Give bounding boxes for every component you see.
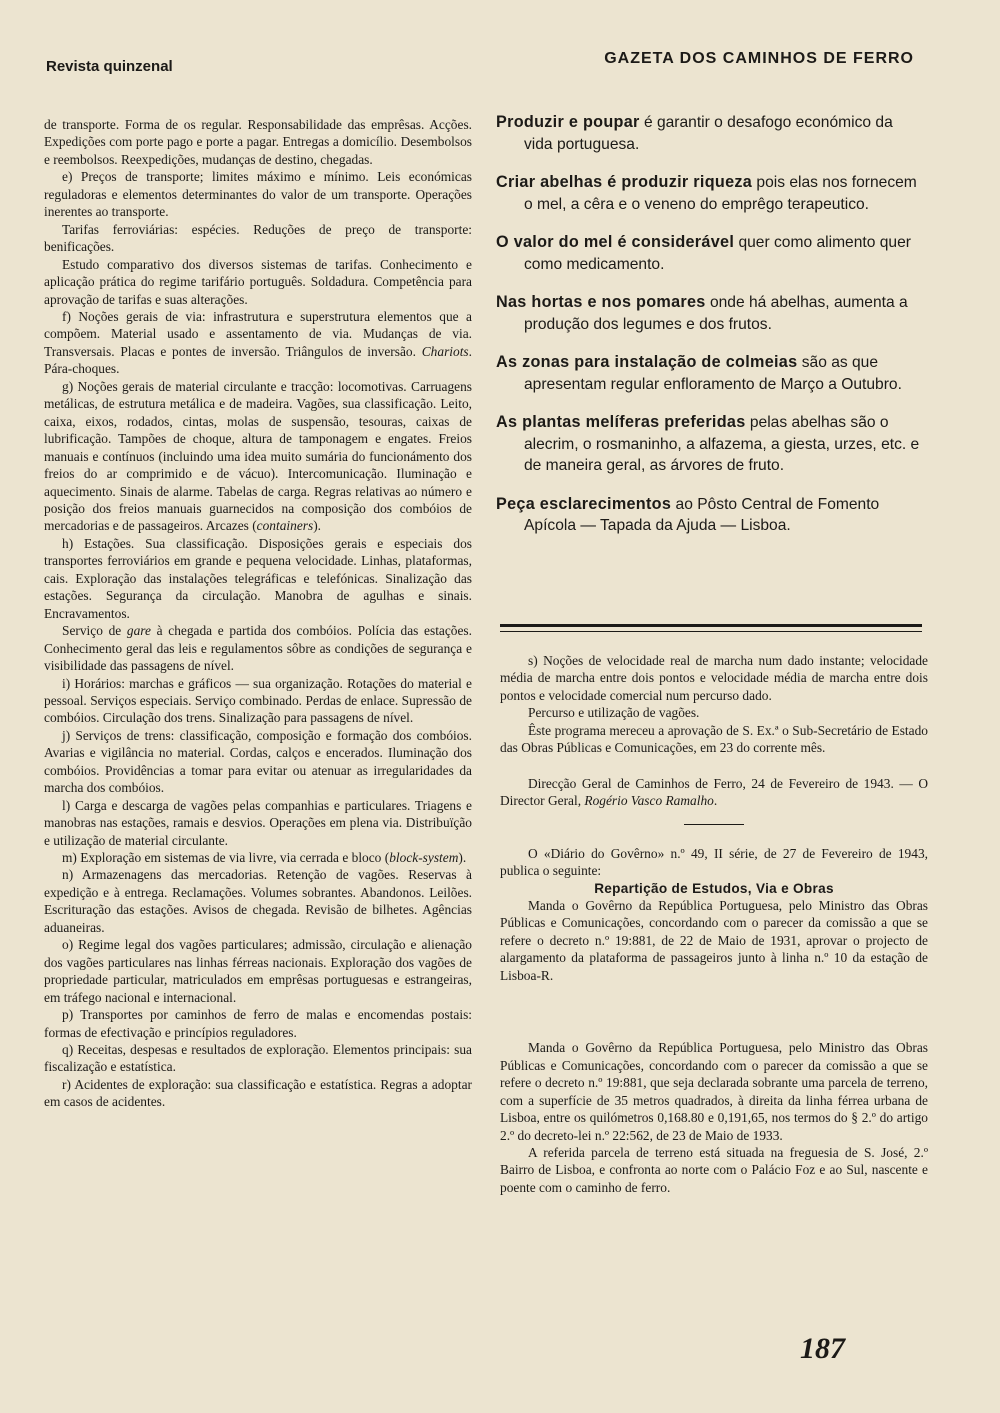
- paragraph: g) Noções gerais de material circulante e tracção: locomotivas. Carruagens metálicas, de estrutura metálica e de madeira. Vagões, sua classificação. Leito, caixa, eixos, rodados, cintas, molas de suspensão, tesouras, caixas de lubrificação. Tampões de choque, altura de tamponagem e engates. Freios manuais e contínuos (incluindo uma idea muito sumária do funcionámento dos freios do ar comprimido e de vácuo). Intercomunicação. Iluminação e aquecimento. Sinais de alarme. Tabelas de carga. Regras relativas ao número e posição dos freios manuais guarnecidos na composição dos combóios de mercadorias e de passageiros. Arcazes (containers).: [44, 378, 472, 534]
- paragraph: f) Noções gerais de via: infrastrutura e superstrutura elementos que a compõem. Material usado e assentamento de via. Mudanças de via. Transversais. Placas e pontes de inversão. Triângulos de inversão. Chariots. Pára-choques.: [44, 308, 472, 377]
- paragraph: m) Exploração em sistemas de via livre, via cerrada e bloco (block-system).: [62, 850, 467, 866]
- section-heading: Repartição de Estudos, Via e Obras: [594, 880, 834, 896]
- advert-line: Criar abelhas é produzir riqueza pois elas nos fornecem o mel, a cêra e o veneno do emprêgo terapeutico.: [496, 173, 917, 213]
- right-column: [500, 652, 928, 1196]
- paragraph: i) Horários: marchas e gráficos — sua organização. Rotações do material e pessoal. Serviços especiais. Serviço combinado. Perdas de enlace. Supressão de combóios. Circulação dos trens. Sinalização para passagens de nível.: [44, 675, 472, 726]
- advert-line: Nas hortas e nos pomares onde há abelhas, aumenta a produção dos legumes e dos frutos.: [496, 293, 908, 333]
- paragraph: p) Transportes por caminhos de ferro de malas e encomendas postais: formas de efectivação e princípios reguladores.: [44, 1007, 472, 1040]
- header-left: Revista quinzenal: [46, 58, 173, 75]
- paragraph: e) Preços de transporte; limites máximo e mínimo. Leis económicas reguladoras e elementos determinantes do valor de um transporte. Operações inerentes ao transporte.: [44, 169, 472, 220]
- paragraph: q) Receitas, despesas e resultados de exploração. Elementos principais: sua fiscalização e estatística.: [44, 1042, 472, 1075]
- paragraph: j) Serviços de trens: classificação, composição e formação dos combóios. Avarias e vigilância no material. Cordas, calços e encerados. Iluminação dos combóios. Providências a tomar para evitar ou atenuar as irregularidades da marcha dos combóios.: [44, 727, 472, 796]
- paragraph: Tarifas ferroviárias: espécies. Reduções de preço de transporte: benificações.: [44, 221, 472, 255]
- divider-dash: [684, 824, 744, 825]
- paragraph: O «Diário do Govêrno» n.º 49, II série, de 27 de Fevereiro de 1943, publica o seguinte:: [500, 845, 928, 879]
- paragraph: s) Noções de velocidade real de marcha num dado instante; velocidade média de marcha entre dois pontos e velocidade média de marcha entre dois pontos e velocidade comercial num percurso dado.: [500, 653, 928, 703]
- header-title: GAZETA DOS CAMINHOS DE FERRO: [604, 50, 914, 67]
- paragraph: l) Carga e descarga de vagões pelas companhias e particulares. Triagens e manobras nas estações, ramais e desvios. Operações em plena via. Distribuïção e utilização de material circulante.: [44, 797, 472, 848]
- paragraph: A referida parcela de terreno está situada na freguesia de S. José, 2.º Bairro de Lisboa, e confronta ao norte com o Palácio Foz e ao Sul, nascente e poente com o caminho de ferro.: [500, 1144, 928, 1195]
- paragraph: Êste programa mereceu a aprovação de S. Ex.ª o Sub-Secretário de Estado das Obras Públicas e Comunicações, em 23 do corrente mês.: [500, 722, 928, 756]
- paragraph: h) Estações. Sua classificação. Disposições gerais e especiais dos transportes ferroviários em grande e pequena velocidade. Linhas, plataformas, cais. Exploração das instalações telegráficas e telefónicas. Sinalização das estações. Segurança da circulação. Manobra de agulhas e sinais. Encravamentos.: [44, 535, 472, 621]
- advert-box: [496, 112, 920, 537]
- paragraph: Serviço de gare à chegada e partida dos combóios. Polícia das estações. Conhecimento geral das leis e regulamentos sôbre as condições de segurança e visibilidade das passagens de nível.: [44, 623, 472, 674]
- paragraph: Manda o Govêrno da República Portuguesa, pelo Ministro das Obras Públicas e Comunicações, concordando com o parecer da comissão a que se refere o decreto n.º 19:881, que seja declarada sobrante uma parcela de terreno, com a superfície de 35 metros quadrados, à direita da linha férrea urbana de Lisboa, entre os quilómetros 0,168.80 e 0,191,65, nos termos do § 2.º do artigo 2.º do decreto-lei n.º 22:562, de 23 de Maio de 1933.: [500, 1040, 928, 1143]
- advert-line: As zonas para instalação de colmeias são as que apresentam regular enfloramento de Março a Outubro.: [496, 353, 902, 393]
- paragraph: o) Regime legal dos vagões particulares; admissão, circulação e alienação dos vagões particulares nas linhas férreas nacionais. Exploração dos vagões de propriedade particular, matriculados em emprêsas portuguesas e estrangeiras, em tráfego nacional e internacional.: [44, 937, 472, 1005]
- advert-line: O valor do mel é considerável quer como alimento quer como medicamento.: [496, 233, 911, 273]
- paragraph: r) Acidentes de exploração: sua classificação e estatística. Regras a adoptar em casos de acidentes.: [44, 1076, 472, 1110]
- paragraph: de transporte. Forma de os regular. Responsabilidade das emprêsas. Acções. Expedições com porte pago e porte a pagar. Entregas a domicílio. Desembolsos e reembolsos. Reexpedições, mudanças de destino, chegadas.: [44, 117, 472, 167]
- page-number: 187: [800, 1332, 845, 1365]
- paragraph: n) Armazenagens das mercadorias. Retenção de vagões. Reservas à expedição e à entrega. Reclamações. Volumes sobrantes. Abandonos. Leilões. Escrituração das estações. Avisos de chegada. Revisão de bilhetes. Agências aduaneiras.: [44, 867, 472, 935]
- paragraph: Percurso e utilização de vagões.: [528, 705, 700, 721]
- divider-rule: [500, 631, 922, 632]
- divider-dash: [684, 1002, 744, 1003]
- divider-rule: [500, 624, 922, 627]
- signature-paragraph: Direcção Geral de Caminhos de Ferro, 24 de Fevereiro de 1943. — O Director Geral, Rogério Vasco Ramalho.: [500, 775, 928, 809]
- paragraph: Estudo comparativo dos diversos sistemas de tarifas. Conhecimento e aplicação prática do regime tarifário português. Soldadura. Competência para aprovação de tarifas e suas alterações.: [44, 256, 472, 307]
- advert-line: Peça esclarecimentos ao Pôsto Central de Fomento Apícola — Tapada da Ajuda — Lisboa.: [496, 494, 880, 534]
- left-column: [44, 116, 472, 1111]
- advert-line: Produzir e poupar é garantir o desafogo económico da vida portuguesa.: [496, 113, 893, 153]
- advert-line: As plantas melíferas preferidas pelas abelhas são o alecrim, o rosmaninho, a alfazema, a giesta, urzes, etc. e de maneira geral, as árvores de fruto.: [496, 413, 920, 474]
- paragraph: Manda o Govêrno da República Portuguesa, pelo Ministro das Obras Públicas e Comunicações, concordando com o parecer da comissão a que se refere o decreto n.º 19:881, de 22 de Maio de 1931, aprovar o projecto de alargamento da plataforma de passageiros junto à linha n.º 10 da estação de Lisboa-R.: [500, 897, 928, 983]
